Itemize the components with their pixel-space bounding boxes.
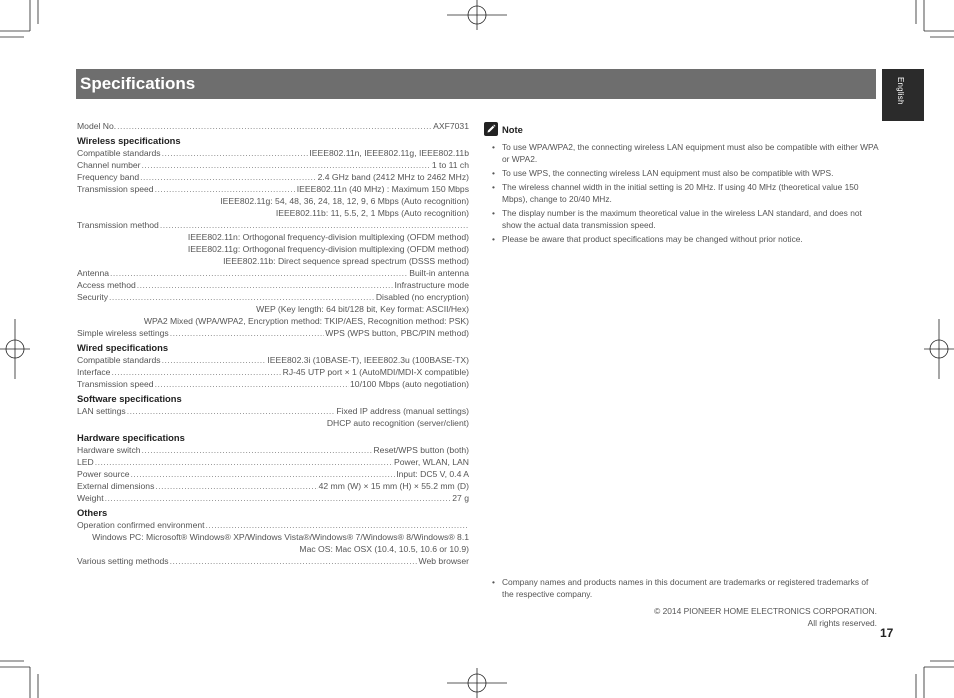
note-list [484,141,880,245]
spec-value: Disabled (no encryption) [375,292,469,302]
spec-value: Web browser [418,556,469,566]
spec-label: Simple wireless settings [77,328,169,338]
spec-row [77,456,469,468]
spec-label: Transmission speed [77,379,154,389]
list-item: • To use WPS, the connecting wireless LAN equipment must also be compatible with WPS. [484,167,880,179]
spec-row [77,354,469,366]
spec-value: AXF7031 [433,121,469,131]
copyright-line: © 2014 PIONEER HOME ELECTRONICS CORPORATION. [654,606,877,616]
list-item: • The display number is the maximum theoretical value in the wireless LAN standard, and does not show the actual data transmission speed. [484,207,880,232]
spec-value: RJ-45 UTP port × 1 (AutoMDI/MDI-X compatible) [282,367,469,377]
spec-label: LED [77,457,94,467]
section-heading-hardware: Hardware specifications [77,432,185,443]
spec-row [77,444,469,456]
spec-label: Model No. [77,121,117,131]
spec-label: External dimensions [77,481,155,491]
spec-row [77,555,469,567]
spec-label: Interface [77,367,111,377]
note-heading [484,121,880,137]
spec-label: LAN settings [77,406,126,416]
spec-value: 2.4 GHz band (2412 MHz to 2462 MHz) [317,172,469,182]
spec-value-continued: IEEE802.11b: 11, 5.5, 2, 1 Mbps (Auto recognition) [275,208,469,218]
spec-label: Transmission method [77,220,159,230]
leader-dots [140,171,316,183]
spec-label: Hardware switch [77,445,141,455]
spec-row [77,492,469,504]
spec-label: Power source [77,469,130,479]
leader-dots [170,327,325,339]
spec-value: Power, WLAN, LAN [394,457,469,467]
spec-value: 1 to 11 ch [431,160,469,170]
spec-label: Access method [77,280,136,290]
leader-dots [95,456,393,468]
note-section [484,121,880,246]
trademark-note [484,576,880,602]
section-heading-wired: Wired specifications [77,342,169,353]
spec-row [77,183,469,195]
leader-dots [117,120,432,132]
spec-label: Operation confirmed environment [77,520,205,530]
pencil-icon [484,122,498,136]
spec-label: Frequency band [77,172,140,182]
spec-row [77,366,469,378]
spec-label: Compatible standards [77,148,161,158]
leader-dots [137,279,394,291]
section-heading-wireless: Wireless specifications [77,135,181,146]
leader-dots [127,405,336,417]
spec-row [77,147,469,159]
leader-dots [206,519,468,531]
leader-dots [142,444,373,456]
spec-row [77,159,469,171]
spec-value: Input: DC5 V, 0.4 A [396,469,469,479]
spec-label: Security [77,292,109,302]
spec-value-continued: IEEE802.11g: Orthogonal frequency-division multiplexing (OFDM method) [187,244,469,254]
spec-sections [77,135,469,567]
spec-label: Transmission speed [77,184,154,194]
spec-value: Fixed IP address (manual settings) [336,406,469,416]
language-tab-label: English [896,77,905,105]
spec-row [77,291,469,303]
leader-dots [111,366,281,378]
section-heading-software: Software specifications [77,393,182,404]
spec-value-continued: IEEE802.11b: Direct sequence spread spectrum (DSSS method) [223,256,469,266]
spec-value-continued: WPA2 Mixed (WPA/WPA2, Encryption method: TKIP/AES, Recognition method: PSK) [143,316,469,326]
language-tab [882,69,924,121]
spec-value-continued: IEEE802.11n: Orthogonal frequency-division multiplexing (OFDM method) [187,232,469,242]
leader-dots [105,492,452,504]
spec-value-continued: DHCP auto recognition (server/client) [326,418,469,428]
list-item: • To use WPA/WPA2, the connecting wireless LAN equipment must also be compatible with either WPA or WPA2. [484,141,880,166]
leader-dots [162,147,309,159]
leader-dots [131,468,396,480]
page-number: 17 [880,626,894,640]
leader-dots [142,159,431,171]
spec-value-continued: WEP (Key length: 64 bit/128 bit, Key format: ASCII/Hex) [256,304,469,314]
list-item: • The wireless channel width in the initial setting is 20 MHz. If using 40 MHz (theoretical value 150 Mbps), change to 20/40 MHz. [484,181,880,206]
spec-label: Various setting methods [77,556,169,566]
spec-row [77,519,469,531]
spec-value: WPS (WPS button, PBC/PIN method) [325,328,469,338]
spec-value: 42 mm (W) × 15 mm (H) × 55.2 mm (D) [318,481,469,491]
spec-value-continued: IEEE802.11g: 54, 48, 36, 24, 18, 12, 9, 6 Mbps (Auto recognition) [220,196,469,206]
specifications-list [77,120,469,567]
spec-value: Reset/WPS button (both) [373,445,469,455]
leader-dots [162,354,267,366]
leader-dots [160,219,468,231]
spec-value-continued: Mac OS: Mac OSX (10.4, 10.5, 10.6 or 10.9) [299,544,469,554]
spec-label: Channel number [77,160,141,170]
leader-dots [155,378,349,390]
spec-row [77,480,469,492]
spec-value: Built-in antenna [409,268,469,278]
spec-row [77,378,469,390]
spec-row [77,468,469,480]
section-heading-others: Others [77,507,108,518]
spec-value-continued: Windows PC: Microsoft® Windows® XP/Windows Vista®/Windows® 7/Windows® 8/Windows® 8.1 [92,532,469,542]
leader-dots [170,555,418,567]
spec-value: 27 g [452,493,469,503]
spec-value: 10/100 Mbps (auto negotiation) [350,379,469,389]
list-item: • Please be aware that product specifications may be changed without prior notice. [484,233,880,245]
leader-dots [110,267,408,279]
spec-row-model-no [77,120,469,132]
leader-dots [109,291,375,303]
spec-label: Weight [77,493,104,503]
spec-row [77,171,469,183]
spec-row [77,279,469,291]
note-heading-label: Note [502,123,523,135]
leader-dots [155,480,317,492]
spec-label: Antenna [77,268,110,278]
spec-row [77,219,469,231]
spec-value: Infrastructure mode [394,280,469,290]
leader-dots [155,183,296,195]
rights-line: All rights reserved. [807,618,877,629]
spec-value: IEEE802.11n, IEEE802.11g, IEEE802.11b [309,148,469,158]
page-title: Specifications [76,69,876,99]
copyright [560,605,877,630]
spec-value: IEEE802.3i (10BASE-T), IEEE802.3u (100BASE-TX) [267,355,469,365]
spec-row [77,327,469,339]
spec-row [77,405,469,417]
spec-label: Compatible standards [77,355,161,365]
spec-row [77,267,469,279]
spec-value: IEEE802.11n (40 MHz) : Maximum 150 Mbps [296,184,469,194]
list-item: • Company names and products names in this document are trademarks or registered trademarks of the respective company. [484,576,880,601]
